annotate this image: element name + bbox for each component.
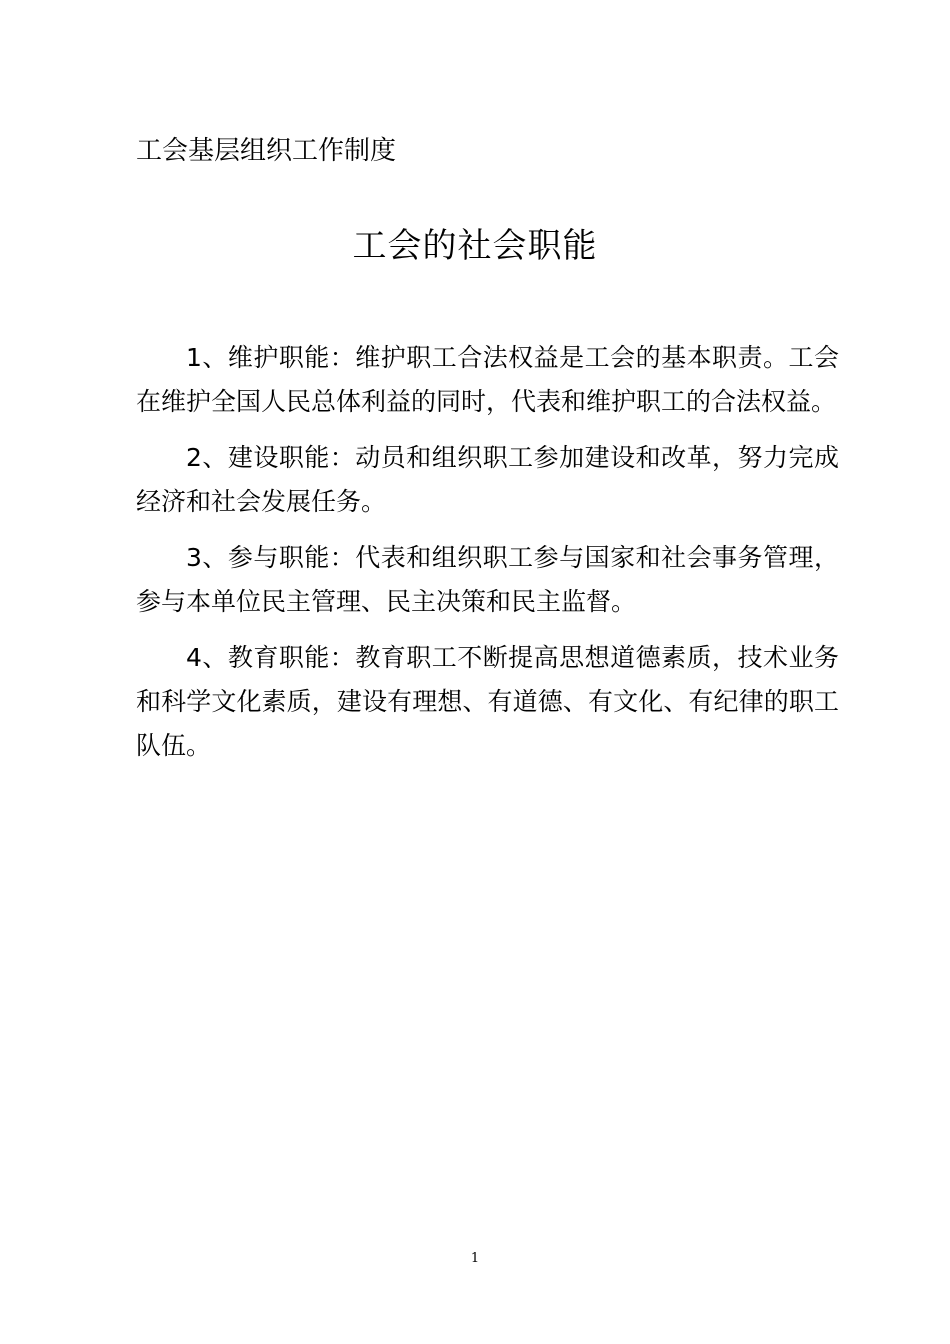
document-body bbox=[136, 336, 839, 780]
page-title: 工会的社会职能 bbox=[352, 226, 598, 266]
paragraph-maintenance-function: 1、维护职能：维护职工合法权益是工会的基本职责。工会在维护全国人民总体利益的同时，代表和维护职工的合法权益。 bbox=[136, 343, 839, 416]
document-header: 工会基层组织工作制度 bbox=[136, 136, 397, 166]
page-number: 1 bbox=[470, 1251, 480, 1266]
paragraph-education-function: 4、教育职能：教育职工不断提高思想道德素质，技术业务和科学文化素质，建设有理想、有道德、有文化、有纪律的职工队伍。 bbox=[136, 643, 839, 760]
paragraph-participation-function: 3、参与职能：代表和组织职工参与国家和社会事务管理，参与本单位民主管理、民主决策和民主监督。 bbox=[136, 543, 839, 616]
paragraph-construction-function: 2、建设职能：动员和组织职工参加建设和改革，努力完成经济和社会发展任务。 bbox=[136, 443, 839, 516]
